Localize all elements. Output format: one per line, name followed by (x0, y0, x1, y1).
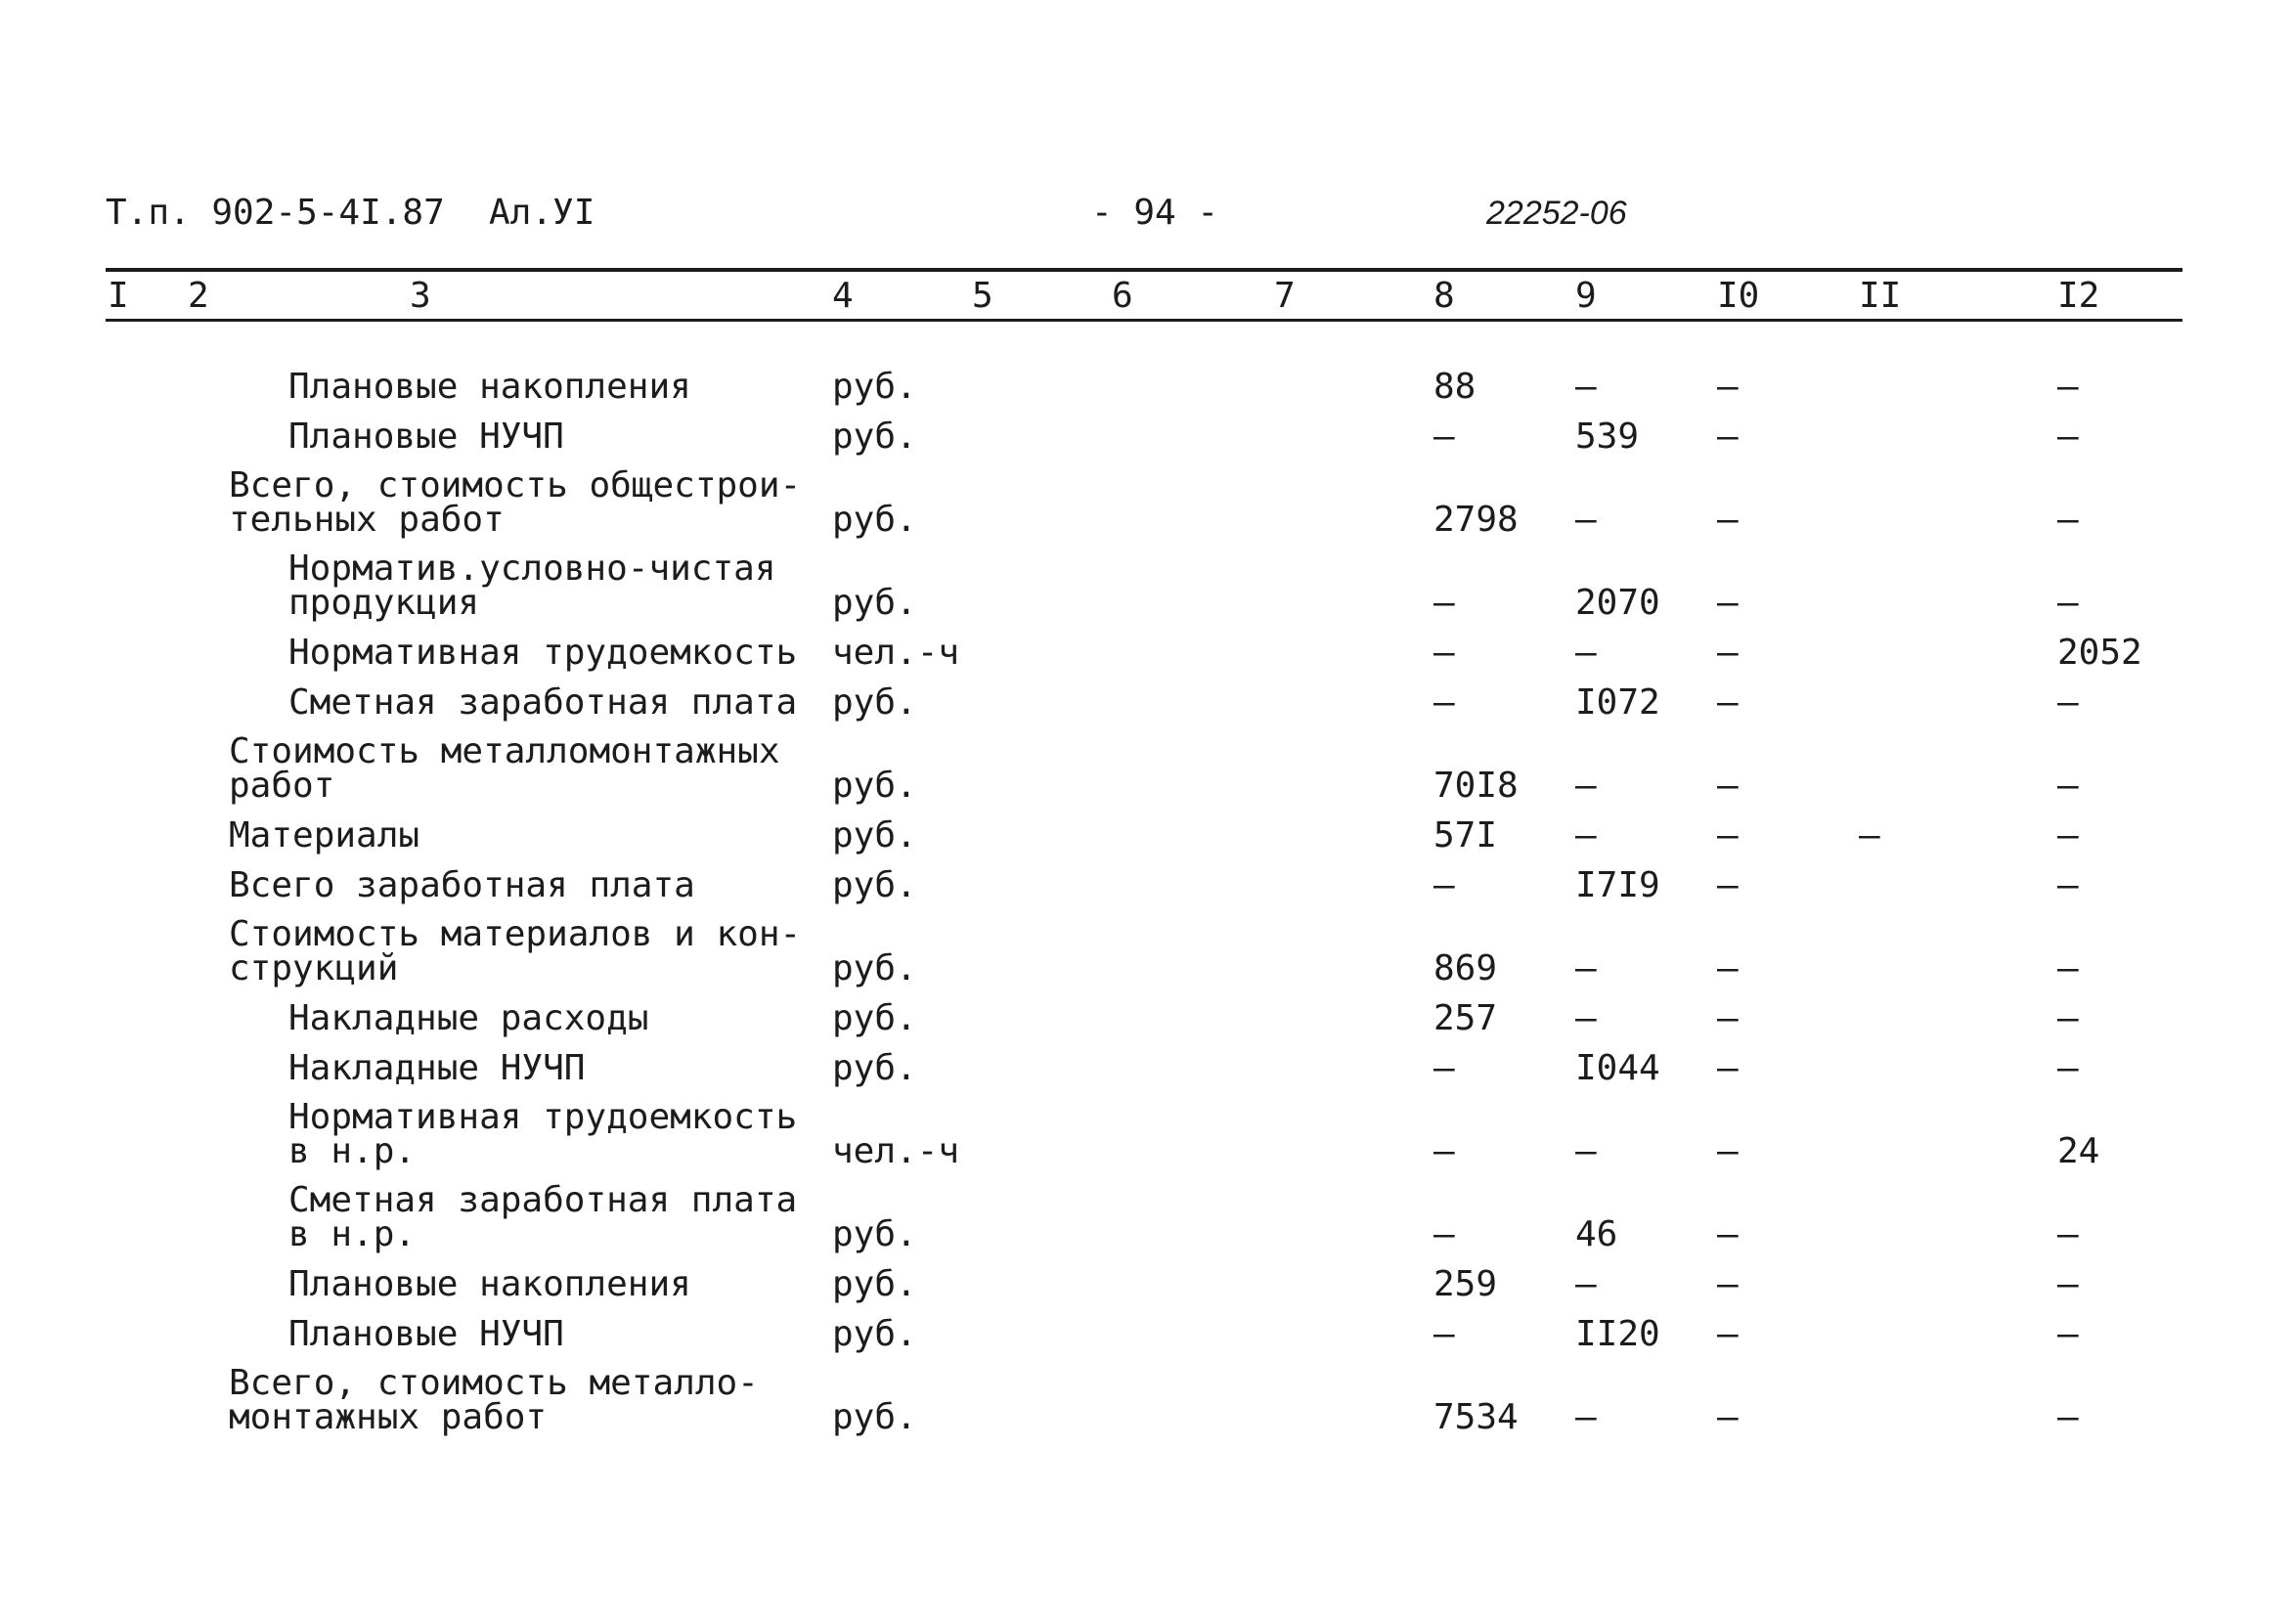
column-number: 7 (1274, 276, 1296, 316)
unit-cell: руб. (832, 948, 917, 988)
column-number: II (1859, 276, 1902, 316)
col-10-value: – (1717, 1048, 1739, 1088)
col-9-value: – (1575, 633, 1597, 673)
col-12-value: – (2057, 1397, 2079, 1437)
col-12-value: – (2057, 1048, 2079, 1088)
col-10-value: – (1717, 815, 1739, 856)
column-number-row (0, 275, 2292, 318)
col-8-value: 70I8 (1433, 766, 1519, 806)
row-label: Всего, стоимость общестрои- тельных работ (229, 465, 802, 540)
table-row (0, 354, 2292, 407)
col-10-value: – (1717, 998, 1739, 1038)
column-number: 9 (1575, 276, 1597, 316)
col-8-value: – (1433, 1131, 1455, 1171)
col-12-value: – (2057, 682, 2079, 723)
row-label: Нормативная трудоемкость в н.р. (288, 1097, 798, 1171)
table-row (0, 720, 2292, 806)
unit-cell: руб. (832, 417, 917, 457)
row-label: Накладные расходы (288, 998, 649, 1038)
row-label: Стоимость металломонтажных работ (229, 731, 780, 806)
row-label: Всего, стоимость металло- монтажных работ (229, 1363, 759, 1437)
col-8-value: – (1433, 633, 1455, 673)
col-10-value: – (1717, 766, 1739, 806)
col-12-value: – (2057, 1264, 2079, 1304)
col-10-value: – (1717, 1397, 1739, 1437)
col-9-value: – (1575, 367, 1597, 407)
document-code: Т.п. 902-5-4I.87 (106, 193, 445, 233)
col-9-value: – (1575, 1397, 1597, 1437)
col-12-value: – (2057, 998, 2079, 1038)
column-number: I0 (1717, 276, 1760, 316)
unit-cell: руб. (832, 766, 917, 806)
table-row (0, 1168, 2292, 1254)
col-12-value: – (2057, 948, 2079, 988)
estimate-table-body (0, 354, 2292, 1437)
col-12-value: – (2057, 766, 2079, 806)
unit-cell: руб. (832, 1314, 917, 1354)
col-8-value: – (1433, 865, 1455, 905)
col-10-value: – (1717, 1264, 1739, 1304)
table-row (0, 670, 2292, 723)
row-label: Стоимость материалов и кон- струкций (229, 914, 802, 988)
col-10-value: – (1717, 417, 1739, 457)
col-12-value: – (2057, 417, 2079, 457)
column-number: I2 (2057, 276, 2100, 316)
column-number: I (108, 276, 129, 316)
row-label: Плановые накопления (288, 367, 691, 407)
col-12-value: – (2057, 1214, 2079, 1254)
unit-cell: чел.-ч (832, 1131, 960, 1171)
col-8-value: – (1433, 1314, 1455, 1354)
col-10-value: – (1717, 682, 1739, 723)
unit-cell: руб. (832, 1397, 917, 1437)
table-row (0, 803, 2292, 856)
col-12-value: – (2057, 500, 2079, 540)
col-9-value: I044 (1575, 1048, 1660, 1088)
col-9-value: II20 (1575, 1314, 1660, 1354)
unit-cell: руб. (832, 367, 917, 407)
col-12-value: – (2057, 815, 2079, 856)
row-label: Норматив.условно-чистая продукция (288, 549, 776, 623)
unit-cell: руб. (832, 682, 917, 723)
sheet-label: Ал.УI (489, 193, 595, 233)
col-10-value: – (1717, 367, 1739, 407)
col-10-value: – (1717, 865, 1739, 905)
col-12-value: – (2057, 1314, 2079, 1354)
row-label: Всего заработная плата (229, 865, 695, 905)
col-9-value: 46 (1575, 1214, 1618, 1254)
table-row (0, 1251, 2292, 1304)
col-8-value: – (1433, 682, 1455, 723)
table-row (0, 902, 2292, 986)
col-10-value: – (1717, 633, 1739, 673)
col-8-value: 88 (1433, 367, 1477, 407)
col-11-value: – (1859, 815, 1880, 856)
row-label: Плановые накопления (288, 1264, 691, 1304)
col-12-value: 24 (2057, 1131, 2100, 1171)
col-9-value: – (1575, 998, 1597, 1038)
col-12-value: – (2057, 865, 2079, 905)
col-10-value: – (1717, 1214, 1739, 1254)
unit-cell: руб. (832, 998, 917, 1038)
col-8-value: – (1433, 417, 1455, 457)
table-row (0, 986, 2292, 1038)
row-label: Сметная заработная плата в н.р. (288, 1180, 798, 1254)
table-header-rule (106, 319, 2182, 322)
col-10-value: – (1717, 583, 1739, 623)
column-number: 8 (1433, 276, 1455, 316)
col-8-value: 869 (1433, 948, 1498, 988)
archive-number: 22252-06 (1486, 195, 1627, 232)
unit-cell: руб. (832, 583, 917, 623)
col-9-value: – (1575, 500, 1597, 540)
table-top-rule (106, 268, 2182, 272)
table-row (0, 404, 2292, 457)
col-8-value: 2798 (1433, 500, 1519, 540)
table-row (0, 853, 2292, 905)
unit-cell: руб. (832, 1048, 917, 1088)
table-row (0, 1351, 2292, 1437)
page-number: - 94 - (1091, 193, 1219, 233)
col-12-value: 2052 (2057, 633, 2142, 673)
unit-cell: чел.-ч (832, 633, 960, 673)
col-10-value: – (1717, 500, 1739, 540)
col-9-value: – (1575, 766, 1597, 806)
col-8-value: 7534 (1433, 1397, 1519, 1437)
col-8-value: 57I (1433, 815, 1498, 856)
col-9-value: I072 (1575, 682, 1660, 723)
column-number: 5 (972, 276, 993, 316)
col-12-value: – (2057, 583, 2079, 623)
col-10-value: – (1717, 1131, 1739, 1171)
unit-cell: руб. (832, 500, 917, 540)
col-8-value: 259 (1433, 1264, 1498, 1304)
col-9-value: – (1575, 1131, 1597, 1171)
col-10-value: – (1717, 1314, 1739, 1354)
col-8-value: – (1433, 583, 1455, 623)
col-9-value: – (1575, 948, 1597, 988)
unit-cell: руб. (832, 1214, 917, 1254)
col-9-value: 2070 (1575, 583, 1660, 623)
unit-cell: руб. (832, 865, 917, 905)
column-number: 2 (188, 276, 209, 316)
col-8-value: 257 (1433, 998, 1498, 1038)
row-label: Плановые НУЧП (288, 417, 564, 457)
col-9-value: – (1575, 815, 1597, 856)
col-9-value: I7I9 (1575, 865, 1660, 905)
table-row (0, 1301, 2292, 1354)
col-8-value: – (1433, 1214, 1455, 1254)
col-12-value: – (2057, 367, 2079, 407)
row-label: Сметная заработная плата (288, 682, 798, 723)
unit-cell: руб. (832, 1264, 917, 1304)
table-row (0, 1035, 2292, 1088)
col-9-value: 539 (1575, 417, 1640, 457)
row-label: Плановые НУЧП (288, 1314, 564, 1354)
table-row (0, 454, 2292, 540)
table-row (0, 620, 2292, 673)
col-10-value: – (1717, 948, 1739, 988)
column-number: 4 (832, 276, 854, 316)
table-row (0, 1085, 2292, 1171)
row-label: Материалы (229, 815, 420, 856)
row-label: Нормативная трудоемкость (288, 633, 798, 673)
unit-cell: руб. (832, 815, 917, 856)
column-number: 3 (410, 276, 431, 316)
row-label: Накладные НУЧП (288, 1048, 586, 1088)
col-8-value: – (1433, 1048, 1455, 1088)
column-number: 6 (1112, 276, 1133, 316)
col-9-value: – (1575, 1264, 1597, 1304)
table-row (0, 537, 2292, 623)
